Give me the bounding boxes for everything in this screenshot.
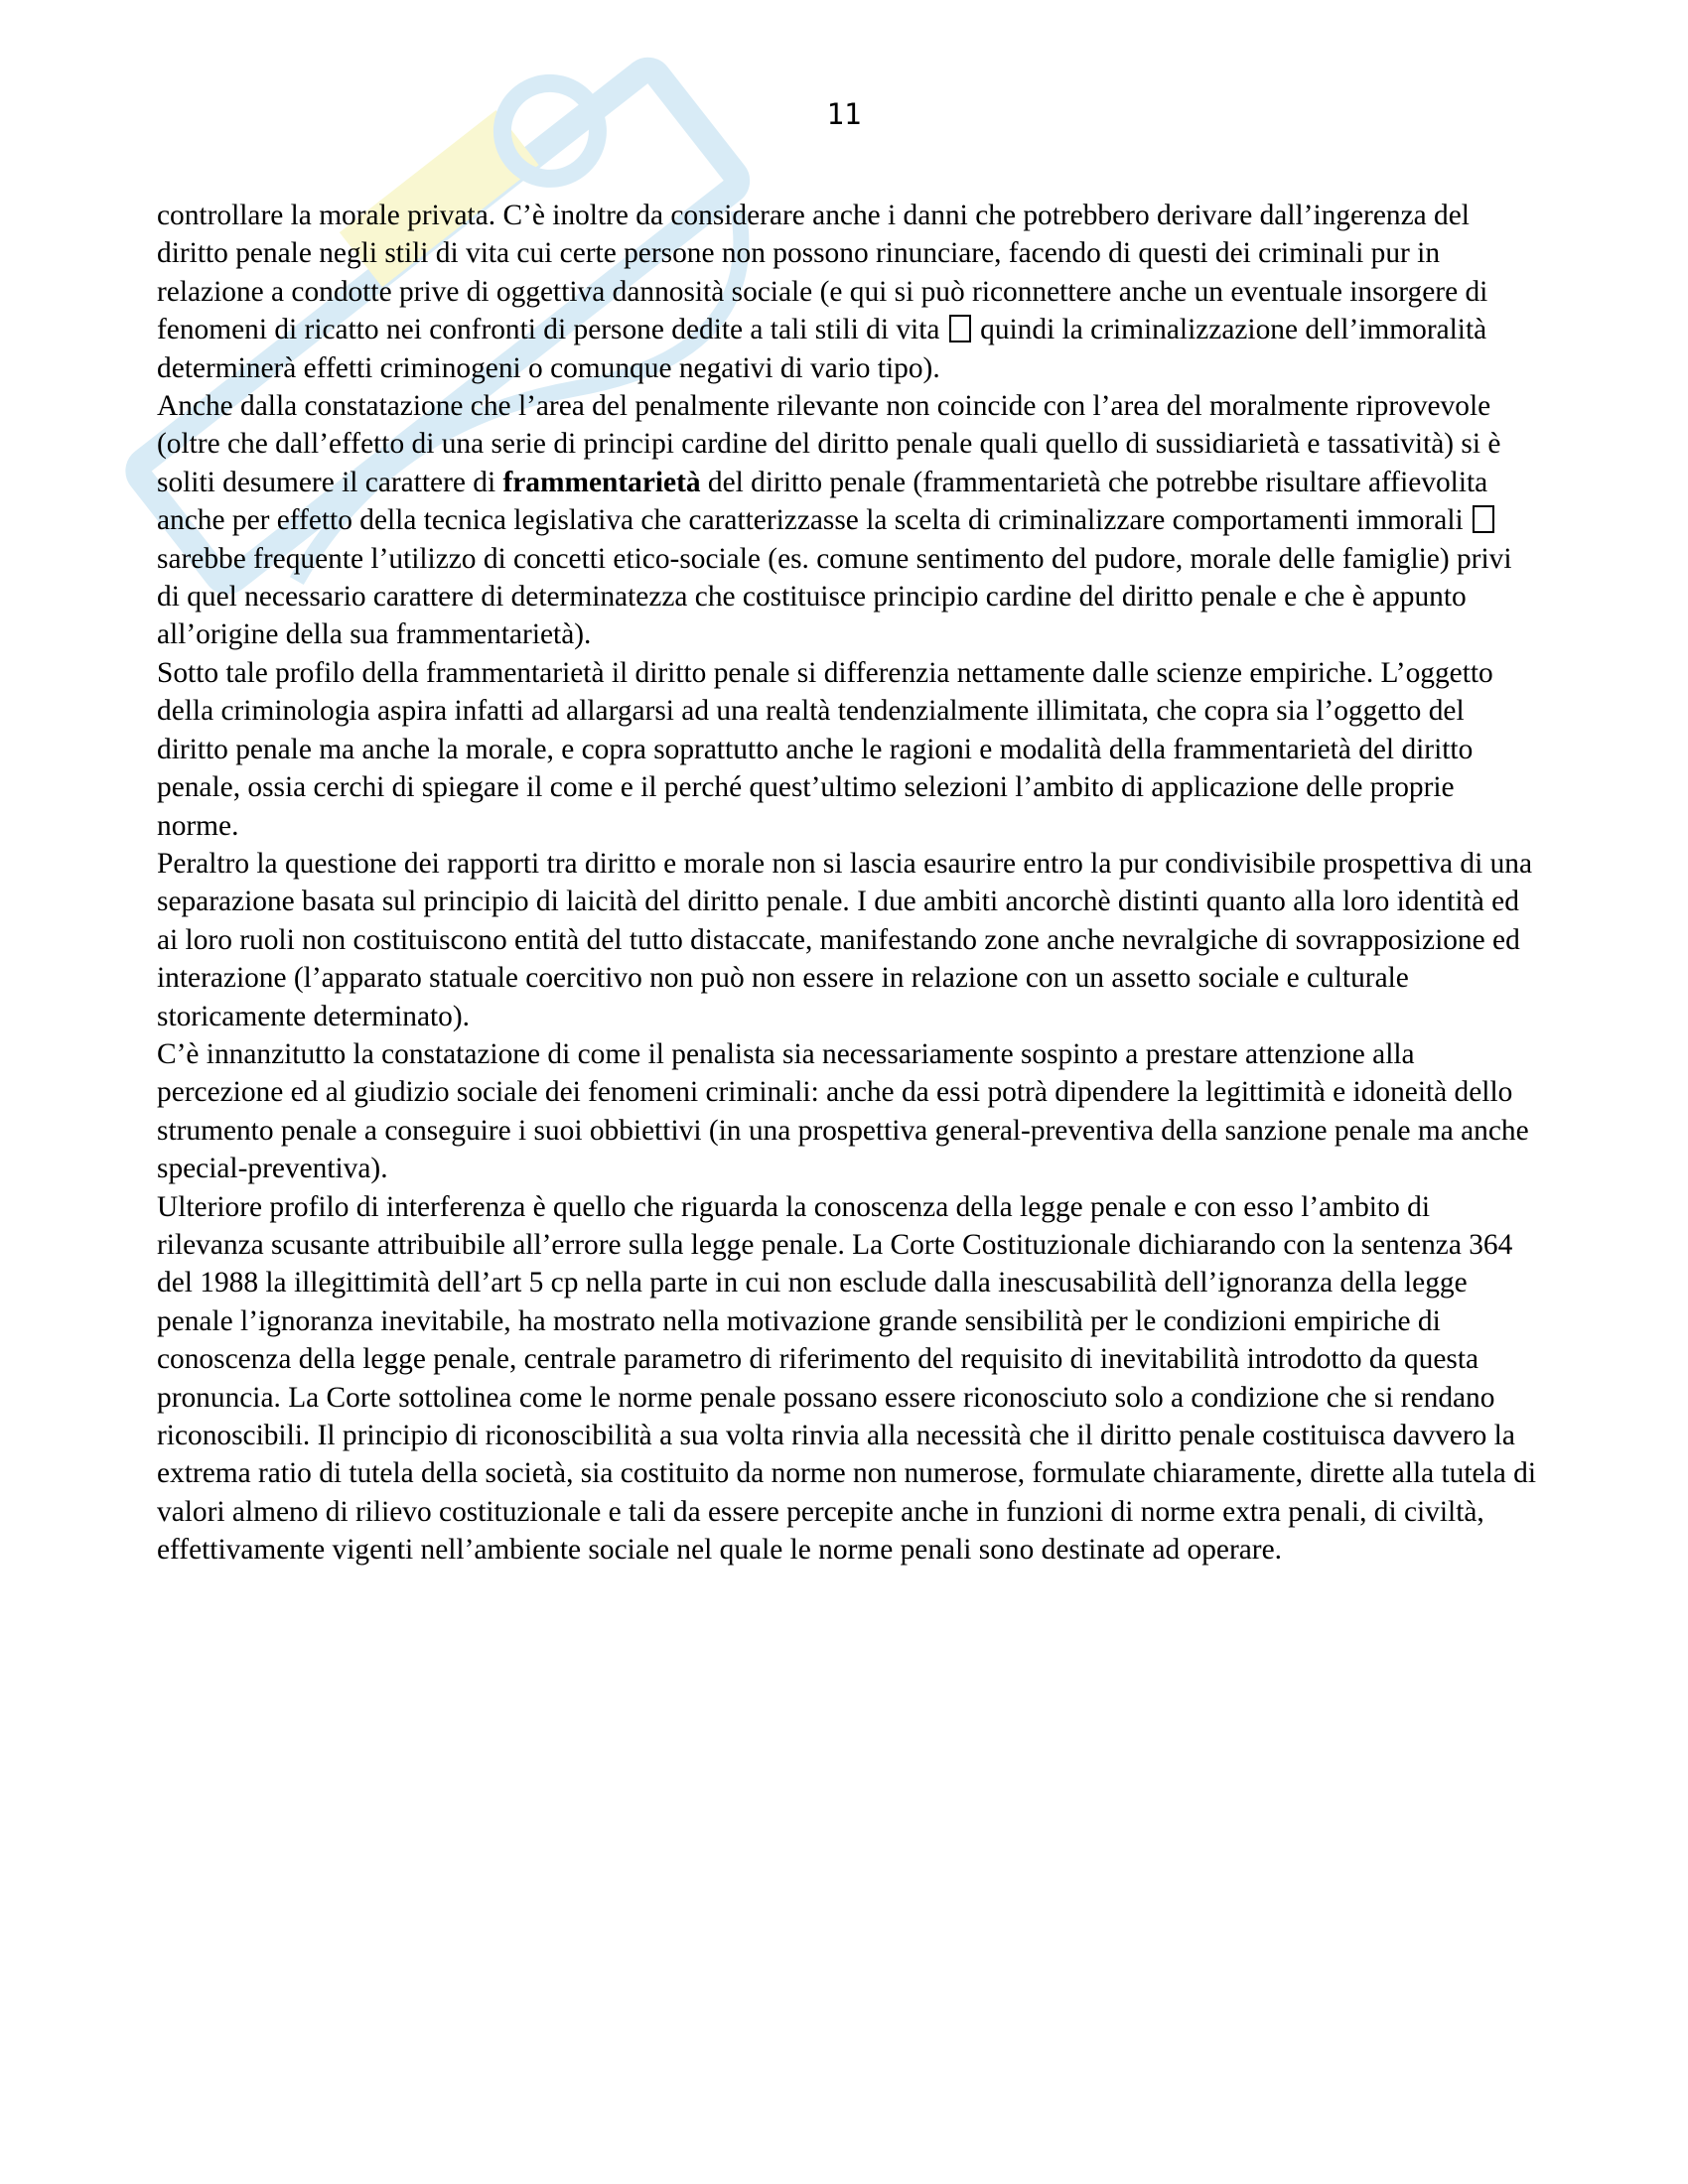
- paragraph: [157, 387, 1537, 654]
- document-body: [157, 197, 1537, 1570]
- arrow-symbol-icon: [949, 315, 971, 342]
- bold-term: frammentarietà: [502, 466, 701, 498]
- text-run: Sotto tale profilo della frammentarietà il diritto penale si differenzia nettamente dalle scienze empiriche. L’oggetto della criminologia aspira infatti ad allargarsi ad una realtà tendenzialmente illimitata, che copra sia l’oggetto del diritto penale ma anche la morale, e copra soprattutto anche le ragioni e modalità della frammentarietà del diritto penale, ossia cerchi di spiegare il come e il perché quest’ultimo selezioni l’ambito di applicazione delle proprie norme.: [157, 656, 1493, 842]
- text-run: Ulteriore profilo di interferenza è quello che riguarda la conoscenza della legge penale e con esso l’ambito di rilevanza scusante attribuibile all’errore sulla legge penale. La Corte Costituzionale dichiarando con la sentenza 364 del 1988 la illegittimità dell’art 5 cp nella parte in cui non esclude dalla inescusabilità dell’ignoranza della legge penale l’ignoranza inevitabile, ha mostrato nella motivazione grande sensibilità per le condizioni empiriche di conoscenza della legge penale, centrale parametro di riferimento del requisito di inevitabilità introdotto da questa pronuncia. La Corte sottolinea come le norme penale possano essere riconosciuto solo a condizione che si rendano riconoscibili. Il principio di riconoscibilità a sua volta rinvia alla necessità che il diritto penale costituisca davvero la extrema ratio di tutela della società, sia costituito da norme non numerose, formulate chiaramente, dirette alla tutela di valori almeno di rilievo costituzionale e tali da essere percepite anche in funzioni di norme extra penali, di civiltà, effettivamente vigenti nell’ambiente sociale nel quale le norme penali sono destinate ad operare.: [157, 1190, 1537, 1567]
- text-run: C’è innanzitutto la constatazione di come il penalista sia necessariamente sospinto a prestare attenzione alla percezione ed al giudizio sociale dei fenomeni criminali: anche da essi potrà dipendere la legittimità e idoneità dello strumento penale a conseguire i suoi obbiettivi (in una prospettiva general-preventiva della sanzione penale ma anche special-preventiva).: [157, 1037, 1529, 1185]
- paragraph: [157, 1035, 1537, 1188]
- paragraph: [157, 1188, 1537, 1570]
- paragraph: [157, 197, 1537, 387]
- text-run: sarebbe frequente l’utilizzo di concetti etico-sociale (es. comune sentimento del pudore, morale delle famiglie) privi di quel necessario carattere di determinatezza che costituisce principio cardine del diritto penale e che è appunto all’origine della sua frammentarietà).: [157, 542, 1512, 651]
- text-run: Anche dalla constatazione che l’area del penalmente rilevante non coincide con l’area del moralmente riprovevole (oltre che dall’effetto di una serie di principi cardine del diritto penale quali quello di sussidiarietà e tassatività) si è soliti desumere il carattere di: [157, 390, 1501, 498]
- paragraph: [157, 845, 1537, 1035]
- arrow-symbol-icon: [1473, 505, 1494, 533]
- paragraph: [157, 654, 1537, 845]
- text-run: del diritto penale (frammentarietà che potrebbe risultare affievolita anche per effetto della tecnica legislativa che caratterizzasse la scelta di criminalizzare comportamenti immorali: [157, 466, 1488, 537]
- text-run: controllare la morale privata. C’è inoltre da considerare anche i danni che potrebbero derivare dall’ingerenza del diritto penale negli stili di vita cui certe persone non possono rinunciare, facendo di questi dei criminali pur in relazione a condotte prive di oggettiva dannosità sociale (e qui si può riconnettere anche un eventuale insorgere di fenomeni di ricatto nei confronti di persone dedite a tali stili di vita: [157, 200, 1488, 346]
- text-run: quindi la criminalizzazione dell’immoralità determinerà effetti criminogeni o comunque negativi di vario tipo).: [157, 314, 1487, 384]
- text-run: Peraltro la questione dei rapporti tra diritto e morale non si lascia esaurire entro la pur condivisibile prospettiva di una separazione basata sul principio di laicità del diritto penale. I due ambiti ancorchè distinti quanto alla loro identità ed ai loro ruoli non costituiscono entità del tutto distaccate, manifestando zone anche nevralgiche di sovrapposizione ed interazione (l’apparato statuale coercitivo non può non essere in relazione con un assetto sociale e culturale storicamente determinato).: [157, 847, 1533, 1032]
- page-number: 11: [826, 97, 862, 131]
